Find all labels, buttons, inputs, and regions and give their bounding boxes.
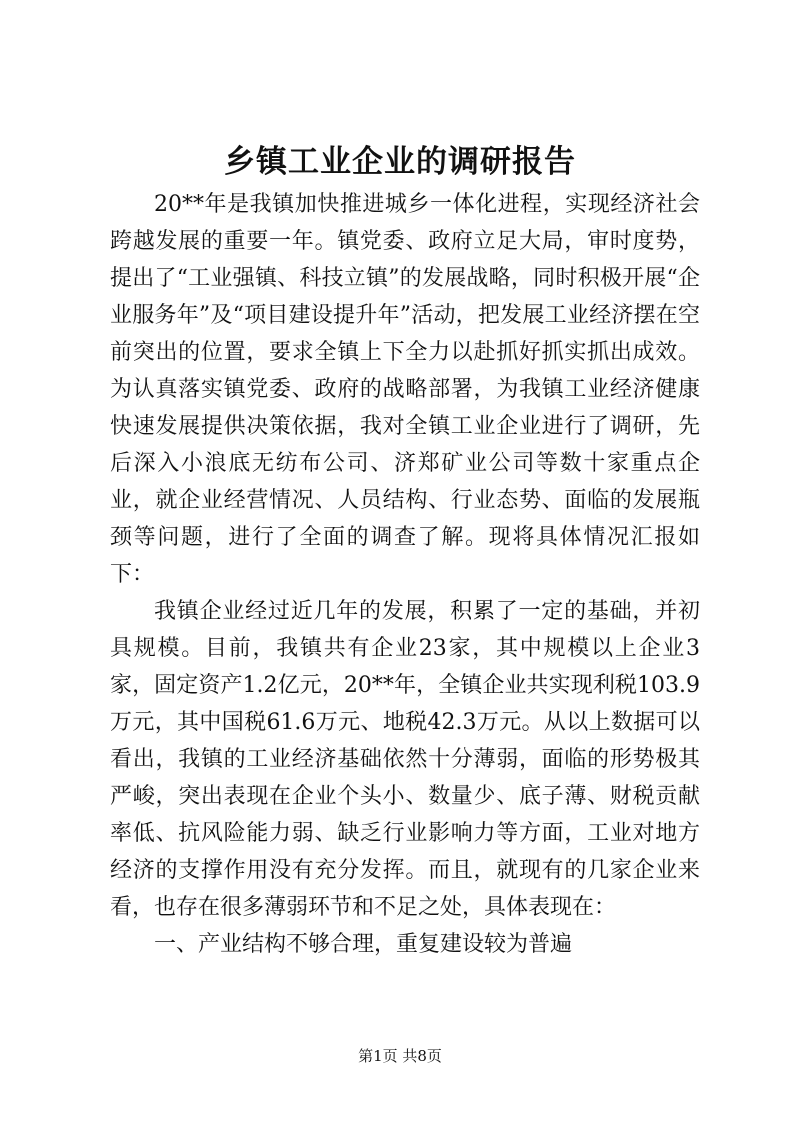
document-body (110, 186, 700, 963)
page-number-footer: 第1页 共8页 (358, 1047, 442, 1065)
paragraph-intro: 20**年是我镇加快推进城乡一体化进程，实现经济社会跨越发展的重要一年。镇党委、政府立足大局，审时度势，提出了“工业强镇、科技立镇”的发展战略，同时积极开展“企业服务年”及“项目建设提升年”活动，把发展工业经济摆在空前突出的位置，要求全镇上下全力以赴抓好抓实抓出成效。为认真落实镇党委、政府的战略部署，为我镇工业经济健康快速发展提供决策依据，我对全镇工业企业进行了调研，先后深入小浪底无纺布公司、济郑矿业公司等数十家重点企业，就企业经营情况、人员结构、行业态势、面临的发展瓶颈等问题，进行了全面的调查了解。现将具体情况汇报如下： (110, 192, 700, 587)
section-heading-one: 一、产业结构不够合理，重复建设较为普遍 (154, 932, 573, 957)
document-title: 乡镇工业企业的调研报告 (224, 144, 576, 180)
paragraph-overview: 我镇企业经过近几年的发展，积累了一定的基础，并初具规模。目前，我镇共有企业23家，其中规模以上企业3家，固定资产1.2亿元，20**年，全镇企业共实现利税103.9万元，其中国税61.6万元、地税42.3万元。从以上数据可以看出，我镇的工业经济基础依然十分薄弱，面临的形势极其严峻，突出表现在企业个头小、数量少、底子薄、财税贡献率低、抗风险能力弱、缺乏行业影响力等方面，工业对地方经济的支撑作用没有充分发挥。而且，就现有的几家企业来看，也存在很多薄弱环节和不足之处，具体表现在： (110, 599, 700, 920)
